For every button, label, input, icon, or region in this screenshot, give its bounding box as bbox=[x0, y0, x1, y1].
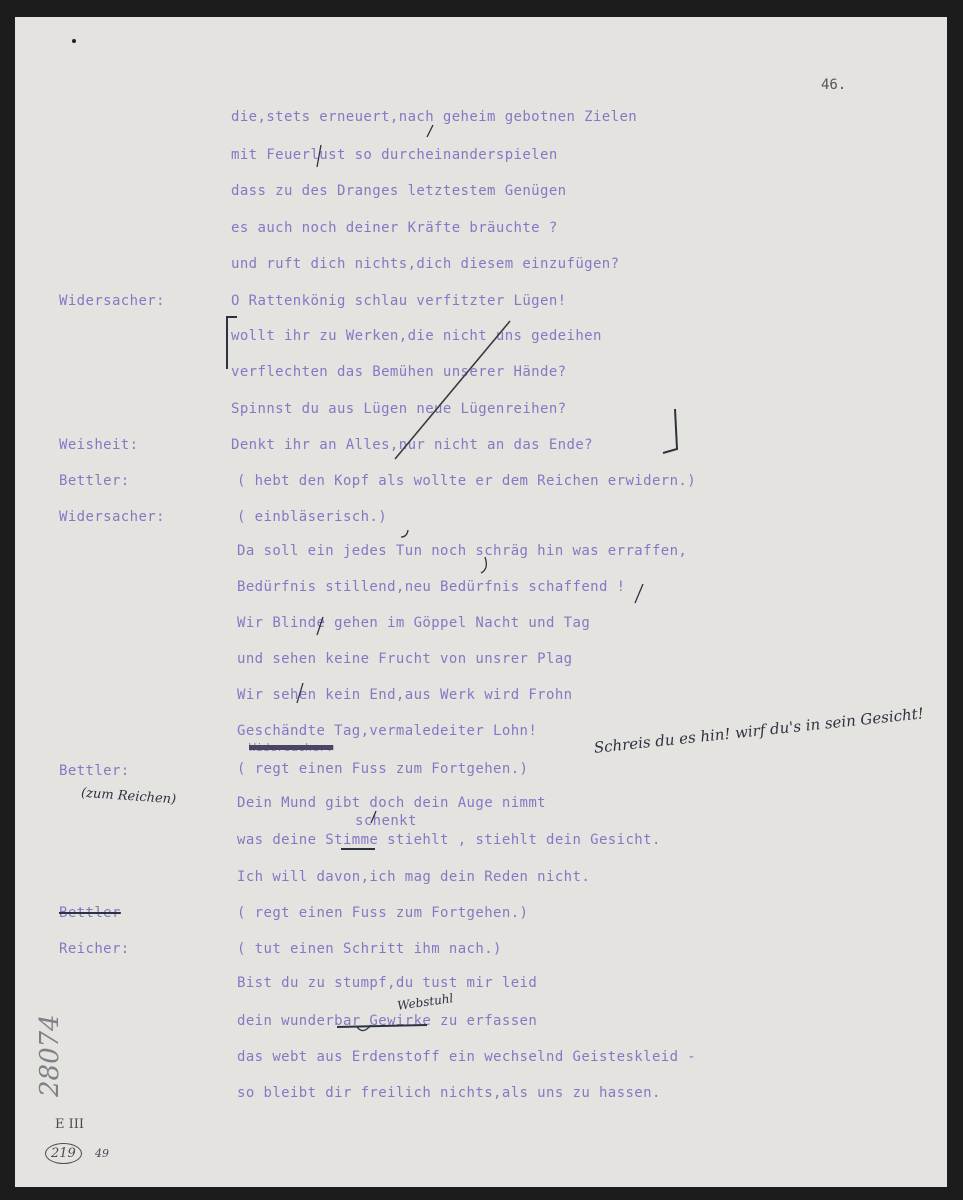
text-line: Da soll ein jedes Tun noch schräg hin was erraffen, bbox=[237, 543, 688, 559]
text-line: und sehen keine Frucht von unsrer Plag bbox=[237, 651, 573, 667]
page-number: 46. bbox=[821, 77, 847, 93]
text-line: Bedürfnis stillend,neu Bedürfnis schaffend ! bbox=[237, 579, 626, 595]
insertion-mark bbox=[297, 683, 303, 703]
cancel-stroke bbox=[395, 321, 510, 459]
speaker-bettler: Bettler: bbox=[59, 473, 130, 489]
speaker-weisheit: Weisheit: bbox=[59, 437, 139, 453]
stage-direction: ( einbläserisch.) bbox=[237, 509, 388, 525]
text-line: Geschändte Tag,vermaledeiter Lohn! bbox=[237, 723, 538, 739]
text-line: es auch noch deiner Kräfte bräuchte ? bbox=[231, 220, 558, 236]
text-line: dass zu des Dranges letztestem Genügen bbox=[231, 183, 567, 199]
insertion-mark bbox=[427, 125, 433, 137]
stage-direction: ( regt einen Fuss zum Fortgehen.) bbox=[237, 761, 529, 777]
text-line: Ich will davon,ich mag dein Reden nicht. bbox=[237, 869, 591, 885]
text-line: das webt aus Erdenstoff ein wechselnd Geisteskleid - bbox=[237, 1049, 697, 1065]
text-line: und ruft dich nichts,dich diesem einzufügen? bbox=[231, 256, 620, 272]
speaker-reicher: Reicher: bbox=[59, 941, 130, 957]
text-line: so bleibt dir freilich nichts,als uns zu hassen. bbox=[237, 1085, 661, 1101]
handwritten-zum-reichen: (zum Reichen) bbox=[80, 785, 177, 808]
folio-sub: 49 bbox=[95, 1147, 109, 1160]
archive-number: 28074 bbox=[35, 1014, 65, 1097]
bracket-left bbox=[227, 317, 237, 369]
speaker-widersacher: Widersacher: bbox=[59, 509, 165, 525]
text-line: Wir Blinde gehen im Göppel Nacht und Tag bbox=[237, 615, 591, 631]
text-line: Wir sehen kein End,aus Werk wird Frohn bbox=[237, 687, 573, 703]
folder-mark: E III bbox=[55, 1117, 85, 1132]
text-line: die,stets erneuert,nach geheim gebotnen Zielen bbox=[231, 109, 638, 125]
text-line: wollt ihr zu Werken,die nicht uns gedeihen bbox=[231, 328, 602, 344]
insertion-mark bbox=[401, 530, 408, 537]
folio-number: 219 bbox=[45, 1143, 82, 1164]
text-line: Denkt ihr an Alles,nur nicht an das Ende? bbox=[231, 437, 593, 453]
strike-mark bbox=[337, 1025, 427, 1027]
text-line: Dein Mund gibt doch dein Auge nimmt bbox=[237, 795, 547, 811]
handwritten-webstuhl: Webstuhl bbox=[396, 991, 455, 1013]
text-line: Spinnst du aus Lügen neue Lügenreihen? bbox=[231, 401, 567, 417]
text-line: verflechten das Bemühen unserer Hände? bbox=[231, 364, 567, 380]
insertion-mark bbox=[481, 557, 486, 573]
text-line: O Rattenkönig schlau verfitzter Lügen! bbox=[231, 293, 567, 309]
speaker-widersacher: Widersacher: bbox=[59, 293, 165, 309]
speaker-struck-out: Bettler bbox=[59, 905, 121, 921]
text-line: was deine Stimme stiehlt , stiehlt dein Gesicht. bbox=[237, 832, 661, 848]
insertion-schenkt: schenkt bbox=[355, 813, 417, 829]
speaker-bettler: Bettler: bbox=[59, 763, 130, 779]
text-line: mit Feuerlust so durcheinanderspielen bbox=[231, 147, 558, 163]
manuscript-page bbox=[15, 17, 947, 1187]
editorial-marks bbox=[15, 17, 947, 1187]
insertion-mark bbox=[317, 145, 321, 167]
bracket-right bbox=[663, 409, 677, 453]
stage-direction: ( hebt den Kopf als wollte er dem Reichen erwidern.) bbox=[237, 473, 697, 489]
struck-line: Widersacher: bbox=[249, 741, 334, 754]
text-line: dein wunderbar Gewirke zu erfassen bbox=[237, 1013, 538, 1029]
stage-direction: ( regt einen Fuss zum Fortgehen.) bbox=[237, 905, 529, 921]
stage-direction: ( tut einen Schritt ihm nach.) bbox=[237, 941, 502, 957]
insertion-mark bbox=[371, 811, 376, 823]
insertion-mark bbox=[317, 617, 323, 635]
insertion-mark bbox=[635, 584, 643, 603]
handwritten-margin-note: Schreis du es hin! wirf du's in sein Gesicht! bbox=[593, 704, 925, 757]
text-line: Bist du zu stumpf,du tust mir leid bbox=[237, 975, 538, 991]
